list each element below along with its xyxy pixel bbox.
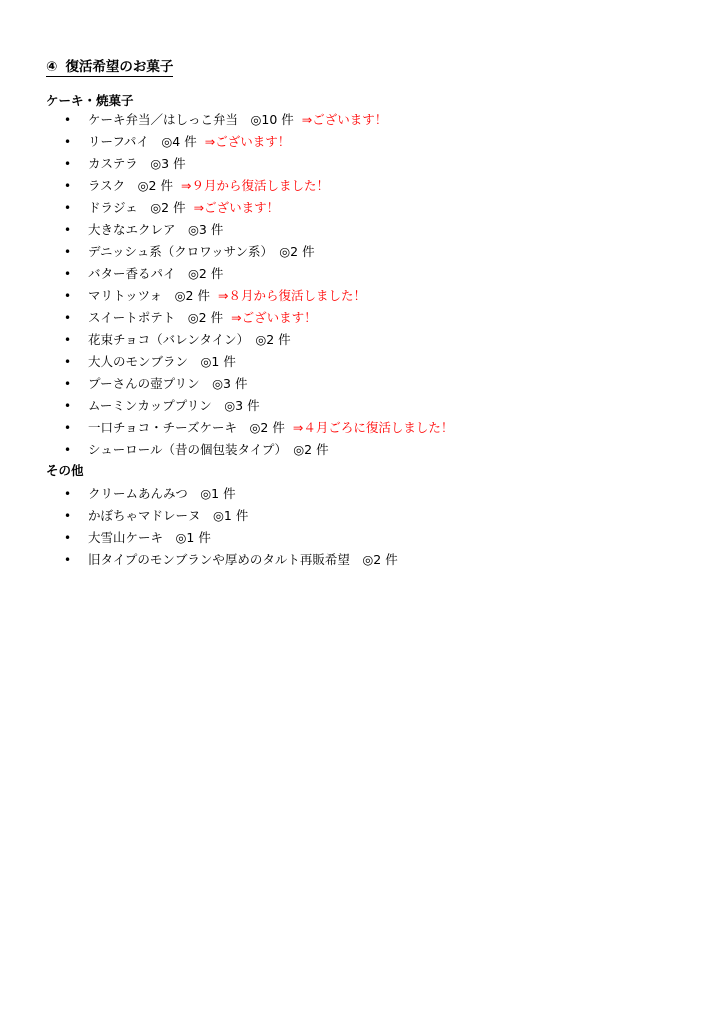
section-heading bbox=[46, 58, 173, 77]
bullet-icon: • bbox=[64, 179, 72, 193]
bullet-icon: • bbox=[64, 311, 72, 325]
heading-number: ④ bbox=[46, 59, 58, 75]
item-note: ⇒ございます！ bbox=[231, 310, 317, 325]
item-note: ⇒８月から復活しました！ bbox=[217, 288, 366, 303]
item-text: 旧タイプのモンブランや厚めのタルト再販希望 ◎2 件 bbox=[88, 552, 398, 567]
bullet-icon: • bbox=[64, 245, 72, 259]
item-text: リーフパイ ◎4 件 bbox=[88, 134, 197, 149]
item-text: デニッシュ系（クロワッサン系） ◎2 件 bbox=[88, 244, 315, 259]
bullet-icon: • bbox=[64, 289, 72, 303]
bullet-icon: • bbox=[64, 201, 72, 215]
category-label-cakes: ケーキ・焼菓子 bbox=[46, 93, 134, 108]
bullet-icon: • bbox=[64, 113, 72, 127]
item-text: ドラジェ ◎2 件 bbox=[88, 200, 186, 215]
item-note: ⇒ございます！ bbox=[301, 112, 388, 127]
item-text: シューロール（昔の個包装タイプ） ◎2 件 bbox=[88, 442, 329, 457]
bullet-icon: • bbox=[64, 267, 72, 281]
item-note: ⇒ございます！ bbox=[204, 134, 291, 149]
item-text: 大雪山ケーキ ◎1 件 bbox=[88, 530, 211, 545]
item-text: クリームあんみつ ◎1 件 bbox=[88, 486, 236, 501]
bullet-icon: • bbox=[64, 553, 72, 567]
item-text: マリトッツォ ◎2 件 bbox=[88, 288, 210, 303]
heading-title: 復活希望のお菓子 bbox=[65, 59, 174, 75]
item-text: ケーキ弁当／はしっこ弁当 ◎10 件 bbox=[88, 112, 294, 127]
item-text: バター香るパイ ◎2 件 bbox=[88, 266, 224, 281]
item-text: 一口チョコ・チーズケーキ ◎2 件 bbox=[88, 420, 285, 435]
bullet-icon: • bbox=[64, 421, 72, 435]
item-text: ラスク ◎2 件 bbox=[88, 178, 173, 193]
bullet-icon: • bbox=[64, 333, 72, 347]
bullet-icon: • bbox=[64, 487, 72, 501]
item-text: 大きなエクレア ◎3 件 bbox=[88, 222, 224, 237]
bullet-icon: • bbox=[64, 135, 72, 149]
item-text: かぼちゃマドレーヌ ◎1 件 bbox=[88, 508, 249, 523]
item-text: スイートポテト ◎2 件 bbox=[88, 310, 224, 325]
item-text: 大人のモンブラン ◎1 件 bbox=[88, 354, 236, 369]
bullet-icon: • bbox=[64, 157, 72, 171]
category-label-other: その他 bbox=[46, 463, 84, 478]
item-text: ムーミンカッププリン ◎3 件 bbox=[88, 398, 260, 413]
bullet-icon: • bbox=[64, 443, 72, 457]
item-note: ⇒４月ごろに復活しました！ bbox=[292, 420, 454, 435]
bullet-icon: • bbox=[64, 355, 72, 369]
bullet-icon: • bbox=[64, 399, 72, 413]
item-text: カステラ ◎3 件 bbox=[88, 156, 186, 171]
bullet-icon: • bbox=[64, 531, 72, 545]
item-note: ⇒９月から復活しました！ bbox=[180, 178, 329, 193]
bullet-icon: • bbox=[64, 223, 72, 237]
bullet-icon: • bbox=[64, 377, 72, 391]
item-text: 花束チョコ（バレンタイン） ◎2 件 bbox=[88, 332, 291, 347]
item-note: ⇒ございます！ bbox=[193, 200, 280, 215]
item-text: プーさんの壺プリン ◎3 件 bbox=[88, 376, 248, 391]
bullet-icon: • bbox=[64, 509, 72, 523]
